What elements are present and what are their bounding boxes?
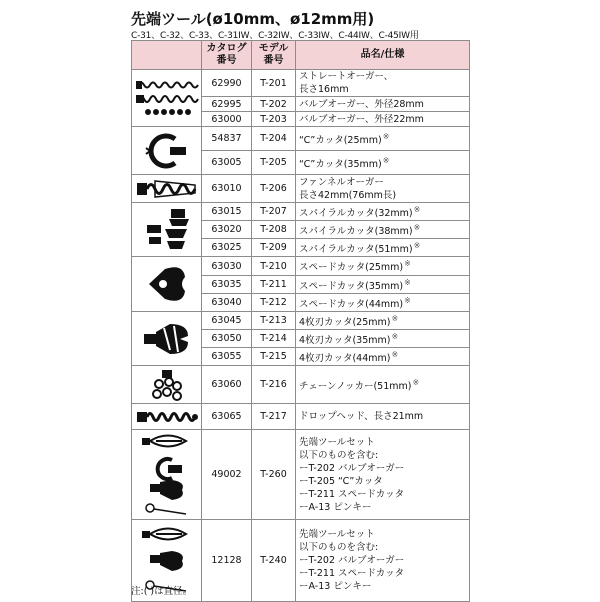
catalog-number: 63035 — [202, 275, 252, 293]
description-line: ーT-202 バルブオーガー — [299, 462, 405, 474]
spade-cutter-icon — [143, 261, 191, 307]
description-line: ーT-205 “C”カッタ — [299, 475, 383, 487]
note-mark: ※ — [404, 259, 411, 269]
description-line: ーA-13 ピンキー — [299, 581, 372, 593]
catalog-number: 62990 — [202, 70, 252, 97]
model-number: T-210 — [252, 257, 296, 275]
spiral-cutter-image — [132, 203, 202, 257]
catalog-number: 63000 — [202, 112, 252, 127]
description-text: “C”カッタ(35mm) — [299, 159, 382, 171]
header-image — [132, 41, 202, 70]
description-line: 先端ツールセット — [299, 436, 375, 448]
model-number: T-240 — [252, 520, 296, 602]
footnote: 注:( )は直径。 — [131, 586, 193, 597]
model-number: T-212 — [252, 293, 296, 311]
description-text: スペードカッタ(35mm) — [299, 280, 404, 292]
model-number: T-208 — [252, 221, 296, 239]
catalog-number: 63020 — [202, 221, 252, 239]
header-model-l1: モデル — [258, 43, 289, 54]
note-mark: ※ — [391, 313, 399, 323]
table-header-row — [132, 41, 470, 70]
description — [296, 70, 470, 97]
description-text: 4枚刃カッタ(44mm) — [299, 353, 391, 365]
catalog-number: 63040 — [202, 293, 252, 311]
description-text: スパイラルカッタ(51mm) — [299, 244, 413, 256]
description-text: スパイラルカッタ(38mm) — [299, 226, 413, 238]
c-cutter-icon — [142, 131, 192, 171]
drop-head-icon — [135, 407, 199, 427]
model-number: T-205 — [252, 151, 296, 175]
auger-tools-icon — [134, 76, 200, 120]
description-line: 先端ツールセット — [299, 529, 375, 541]
catalog-number: 63030 — [202, 257, 252, 275]
description-line: ファンネルオーガー — [299, 176, 384, 188]
description-text: “C”カッタ(25mm) — [299, 135, 382, 147]
catalog-number: 63025 — [202, 239, 252, 257]
description: ドロップヘッド、長さ21mm — [296, 404, 470, 430]
tool-set-icon — [136, 432, 198, 518]
catalog-number: 49002 — [202, 430, 252, 520]
description — [296, 203, 470, 221]
auger-image — [132, 70, 202, 127]
description — [296, 293, 470, 311]
description — [296, 151, 470, 175]
model-number: T-217 — [252, 404, 296, 430]
catalog-number: 63045 — [202, 311, 252, 329]
note-mark: ※ — [391, 332, 399, 342]
table-row — [132, 203, 470, 221]
description — [296, 275, 470, 293]
model-number: T-207 — [252, 203, 296, 221]
description — [296, 311, 470, 329]
spiral-cutter-icon — [139, 207, 195, 253]
table-row — [132, 404, 470, 430]
description-line: 長さ16mm — [299, 84, 349, 95]
catalog-number: 63065 — [202, 404, 252, 430]
note-mark: ※ — [413, 241, 421, 251]
catalog-number: 62995 — [202, 97, 252, 112]
header-model — [252, 41, 296, 70]
description-text: スペードカッタ(44mm) — [299, 298, 404, 310]
note-mark: ※ — [413, 223, 421, 233]
four-blade-cutter-icon — [140, 316, 194, 362]
note-mark: ※ — [404, 277, 411, 287]
four-blade-cutter-image — [132, 311, 202, 365]
catalog-number: 63060 — [202, 366, 252, 404]
description-line: ーT-211 スペードカッタ — [299, 568, 405, 580]
header-catalog — [202, 41, 252, 70]
table-row — [132, 127, 470, 151]
model-number: T-260 — [252, 430, 296, 520]
model-number: T-216 — [252, 366, 296, 404]
model-number: T-206 — [252, 175, 296, 203]
description — [296, 348, 470, 366]
description — [296, 366, 470, 404]
description-text: スペードカッタ(25mm) — [299, 262, 404, 274]
table-row — [132, 70, 470, 97]
funnel-auger-image — [132, 175, 202, 203]
c-cutter-image — [132, 127, 202, 175]
note-mark: ※ — [413, 205, 421, 214]
tool-table — [131, 40, 470, 602]
catalog-number: 63015 — [202, 203, 252, 221]
table-row — [132, 257, 470, 275]
model-number: T-202 — [252, 97, 296, 112]
model-number: T-214 — [252, 330, 296, 348]
description-line: 以下のものを含む: — [299, 542, 379, 554]
description: バルブオーガー、外径22mm — [296, 112, 470, 127]
note-mark: ※ — [404, 295, 411, 305]
description: バルブオーガー、外径28mm — [296, 97, 470, 112]
model-number: T-203 — [252, 112, 296, 127]
table-row — [132, 311, 470, 329]
model-number: T-201 — [252, 70, 296, 97]
table-row — [132, 366, 470, 404]
chain-knocker-image — [132, 366, 202, 404]
description — [296, 175, 470, 203]
catalog-number: 63055 — [202, 348, 252, 366]
description-line: 以下のものを含む: — [299, 449, 379, 461]
description-line: ーT-211 スペードカッタ — [299, 488, 405, 500]
description — [296, 221, 470, 239]
description — [296, 520, 470, 602]
chain-knocker-icon — [147, 368, 187, 402]
model-number: T-211 — [252, 275, 296, 293]
model-number: T-204 — [252, 127, 296, 151]
catalog-number: 12128 — [202, 520, 252, 602]
description-text: スパイラルカッタ(32mm) — [299, 208, 413, 220]
description-text: 4枚刃カッタ(35mm) — [299, 335, 391, 347]
note-mark: ※ — [412, 378, 420, 388]
description-line: 長さ42mm(76mm長) — [299, 189, 397, 201]
tool-set-image — [132, 430, 202, 520]
compatible-models: C-31、C-32、C-33、C-31IW、C-32IW、C-33IW、C-44IW、C-45IW用 — [131, 31, 419, 41]
table-row — [132, 175, 470, 203]
model-number: T-209 — [252, 239, 296, 257]
note-mark: ※ — [391, 350, 399, 360]
header-catalog-l1: カタログ — [206, 43, 247, 54]
header-catalog-l2: 番号 — [216, 55, 237, 66]
note-mark: ※ — [382, 155, 390, 165]
description — [296, 330, 470, 348]
description-line: ストレートオーガー、 — [299, 71, 394, 82]
description-text: チェーンノッカー(51mm) — [299, 381, 412, 393]
funnel-auger-icon — [135, 177, 199, 201]
catalog-number: 63005 — [202, 151, 252, 175]
model-number: T-215 — [252, 348, 296, 366]
description-line: ーA-13 ピンキー — [299, 501, 372, 513]
catalog-number: 63050 — [202, 330, 252, 348]
description — [296, 430, 470, 520]
page-title: 先端ツール(ø10mm、ø12mm用) — [131, 10, 375, 28]
catalog-number: 54837 — [202, 127, 252, 151]
description — [296, 257, 470, 275]
model-number: T-213 — [252, 311, 296, 329]
note-mark: ※ — [382, 131, 390, 141]
description-text: 4枚刃カッタ(25mm) — [299, 317, 391, 329]
table-row — [132, 430, 470, 520]
header-model-l2: 番号 — [263, 55, 284, 66]
drop-head-image — [132, 404, 202, 430]
description — [296, 239, 470, 257]
header-name: 品名/仕様 — [296, 41, 470, 70]
spade-cutter-image — [132, 257, 202, 311]
description-line: ーT-202 バルブオーガー — [299, 555, 405, 567]
catalog-number: 63010 — [202, 175, 252, 203]
description — [296, 127, 470, 151]
